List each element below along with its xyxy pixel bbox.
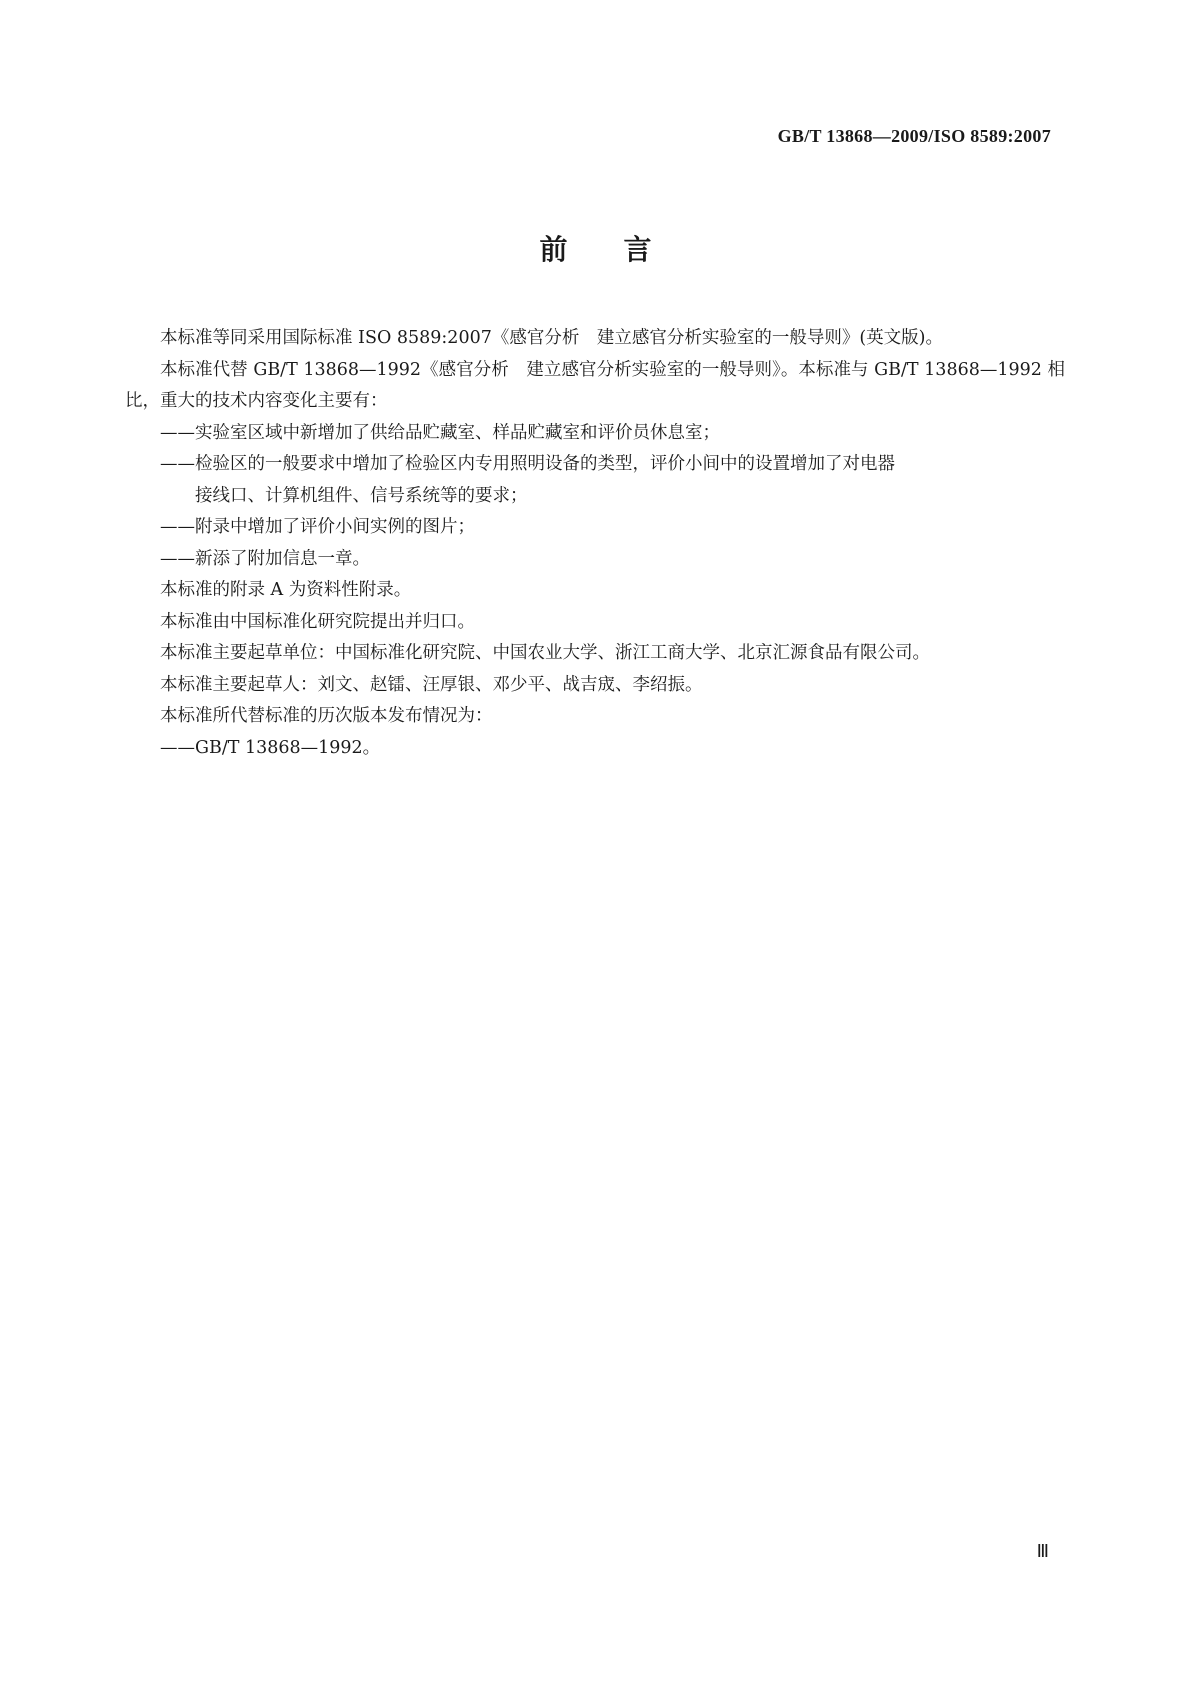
page-number: Ⅲ: [1036, 1541, 1049, 1561]
paragraph-replacement: 本标准代替 GB/T 13868—1992《感官分析 建立感官分析实验室的一般导则》。本标准与 GB/T 13868—1992 相比，重大的技术内容变化主要有：: [125, 359, 1065, 411]
paragraph-drafters: 本标准主要起草人：刘文、赵镭、汪厚银、邓少平、战吉宬、李绍振。: [160, 674, 703, 695]
page-title: [0, 228, 1191, 268]
list-item: [125, 449, 1065, 512]
paragraph-annex: 本标准的附录 A 为资料性附录。: [160, 580, 412, 600]
paragraph-history: 本标准所代替标准的历次版本发布情况为：: [160, 706, 493, 726]
paragraph-proposer: 本标准由中国标准化研究院提出并归口。: [160, 611, 475, 632]
list-item: ——GB/T 13868—1992。: [160, 737, 381, 758]
foreword-body: [125, 323, 1065, 764]
title-char-2: 言: [623, 233, 652, 266]
list-item: ——附录中增加了评价小间实例的图片；: [160, 517, 475, 537]
standard-id-header: GB/T 13868—2009/ISO 8589:2007: [777, 126, 1051, 146]
paragraph-adoption: 本标准等同采用国际标准 ISO 8589:2007《感官分析 建立感官分析实验室的一般导则》(英文版)。: [160, 328, 943, 348]
list-item: ——实验室区域中新增加了供给品贮藏室、样品贮藏室和评价员休息室；: [160, 422, 720, 443]
list-item: ——新添了附加信息一章。: [160, 548, 370, 569]
list-item-line: ——检验区的一般要求中增加了检验区内专用照明设备的类型，评价小间中的设置增加了对电器: [160, 454, 895, 474]
paragraph-drafting-units: 本标准主要起草单位：中国标准化研究院、中国农业大学、浙江工商大学、北京汇源食品有限公司。: [160, 643, 930, 663]
title-char-1: 前: [539, 233, 568, 266]
list-item-line: 接线口、计算机组件、信号系统等的要求；: [195, 485, 528, 506]
